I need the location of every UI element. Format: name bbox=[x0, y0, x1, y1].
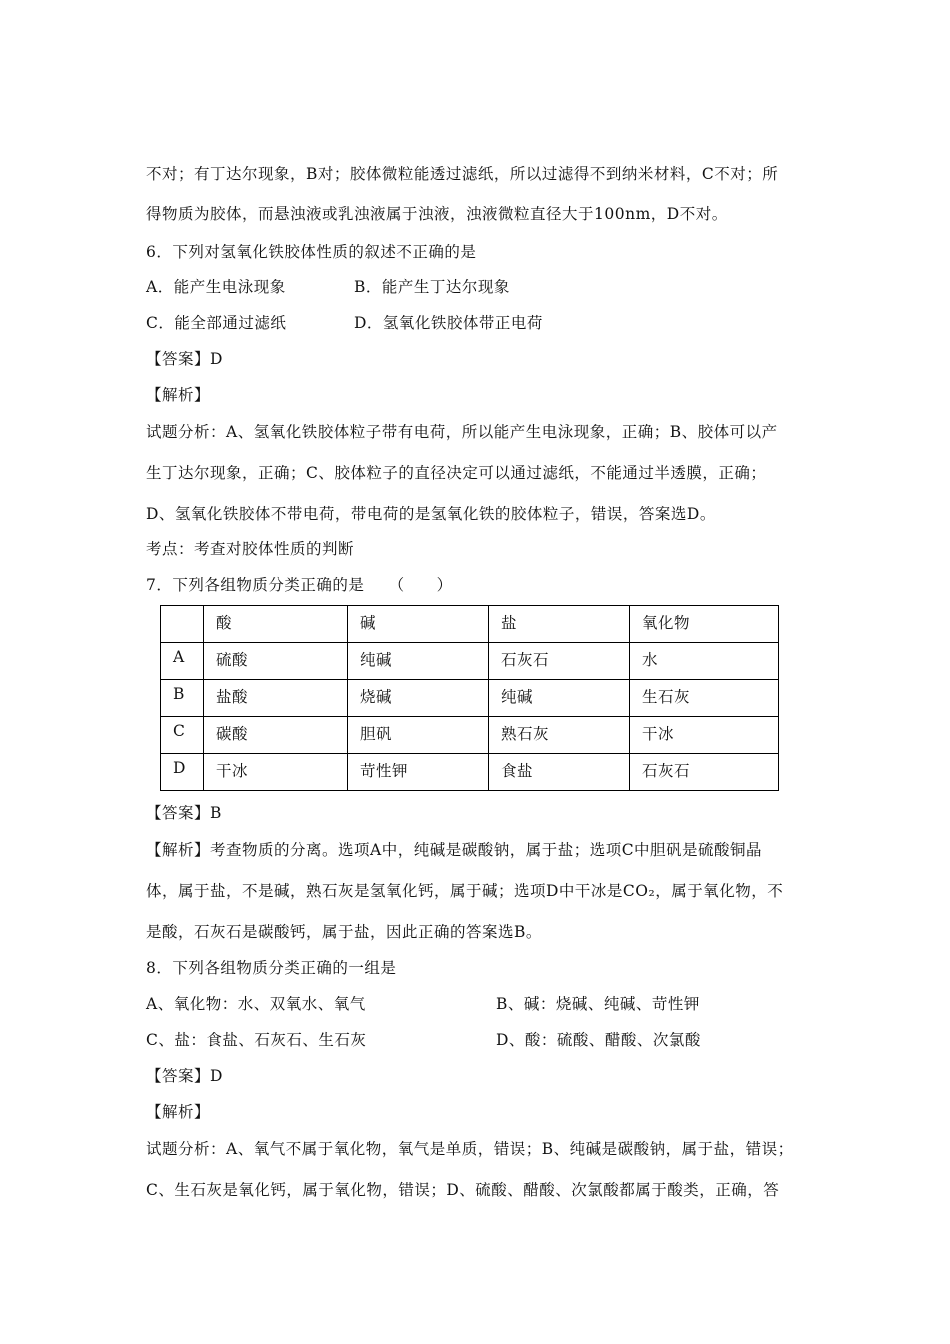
table-cell: 烧碱 bbox=[348, 680, 489, 717]
table-cell: 生石灰 bbox=[630, 680, 779, 717]
q7-analysis-line-3: 是酸，石灰石是碳酸钙，属于盐，因此正确的答案选B。 bbox=[146, 923, 542, 941]
q8-option-c: C、盐：食盐、石灰石、生石灰 bbox=[146, 1031, 367, 1049]
q8-option-d: D、酸：硫酸、醋酸、次氯酸 bbox=[496, 1031, 701, 1049]
table-row bbox=[161, 643, 779, 680]
table-cell: 熟石灰 bbox=[489, 717, 630, 754]
table-cell: 纯碱 bbox=[489, 680, 630, 717]
q6-option-a: A．能产生电泳现象 bbox=[146, 278, 286, 296]
q8-analysis-line-2: C、生石灰是氧化钙，属于氧化物，错误；D、硫酸、醋酸、次氯酸都属于酸类，正确，答 bbox=[146, 1181, 780, 1199]
q6-analysis-line-2: 生丁达尔现象，正确；C、胶体粒子的直径决定可以通过滤纸，不能通过半透膜，正确； bbox=[146, 464, 767, 482]
table-header-cell: 盐 bbox=[489, 606, 630, 643]
table-row bbox=[161, 754, 779, 791]
table-cell: 硫酸 bbox=[204, 643, 348, 680]
q8-answer: 【答案】D bbox=[146, 1067, 223, 1085]
q6-option-c: C．能全部通过滤纸 bbox=[146, 314, 287, 332]
q8-option-a: A、氧化物：水、双氧水、氧气 bbox=[146, 995, 366, 1013]
table-header-cell bbox=[161, 606, 204, 643]
intro-line-1: 不对；有丁达尔现象，B对；胶体微粒能透过滤纸，所以过滤得不到纳米材料，C不对；所 bbox=[146, 165, 779, 183]
intro-line-2: 得物质为胶体，而悬浊液或乳浊液属于浊液，浊液微粒直径大于100nm，D不对。 bbox=[146, 205, 728, 223]
table-header-cell: 酸 bbox=[204, 606, 348, 643]
table-cell: 石灰石 bbox=[489, 643, 630, 680]
q7-analysis-line-1: 【解析】考查物质的分离。选项A中，纯碱是碳酸钠，属于盐；选项C中胆矾是硫酸铜晶 bbox=[146, 841, 763, 859]
table-cell: 胆矾 bbox=[348, 717, 489, 754]
table-cell: 碳酸 bbox=[204, 717, 348, 754]
q6-analysis-line-3: D、氢氧化铁胶体不带电荷，带电荷的是氢氧化铁的胶体粒子，错误，答案选D。 bbox=[146, 505, 716, 523]
q6-analysis-title: 【解析】 bbox=[146, 386, 211, 404]
table-header-cell: 碱 bbox=[348, 606, 489, 643]
table-cell: 干冰 bbox=[630, 717, 779, 754]
q7-stem: 7．下列各组物质分类正确的是 （ ） bbox=[146, 576, 453, 594]
table-header-cell: 氧化物 bbox=[630, 606, 779, 643]
table-cell: 干冰 bbox=[204, 754, 348, 791]
table-cell: B bbox=[161, 680, 204, 717]
table-row bbox=[161, 680, 779, 717]
table-cell: D bbox=[161, 754, 204, 791]
table-cell: 纯碱 bbox=[348, 643, 489, 680]
q6-answer: 【答案】D bbox=[146, 350, 223, 368]
q6-key-point: 考点：考查对胶体性质的判断 bbox=[146, 540, 355, 558]
table-header-row bbox=[161, 606, 779, 643]
q6-stem: 6．下列对氢氧化铁胶体性质的叙述不正确的是 bbox=[146, 243, 477, 261]
q6-analysis-line-1: 试题分析：A、氢氧化铁胶体粒子带有电荷，所以能产生电泳现象，正确；B、胶体可以产 bbox=[146, 423, 778, 441]
q8-analysis-line-1: 试题分析：A、氧气不属于氧化物，氧气是单质，错误；B、纯碱是碳酸钠，属于盐，错误； bbox=[146, 1140, 794, 1158]
table-cell: 水 bbox=[630, 643, 779, 680]
table-cell: A bbox=[161, 643, 204, 680]
q6-option-d: D．氢氧化铁胶体带正电荷 bbox=[354, 314, 543, 332]
table-cell: 苛性钾 bbox=[348, 754, 489, 791]
q6-option-b: B．能产生丁达尔现象 bbox=[354, 278, 510, 296]
table-cell: 盐酸 bbox=[204, 680, 348, 717]
q7-analysis-line-2: 体，属于盐，不是碱，熟石灰是氢氧化钙，属于碱；选项D中干冰是CO₂，属于氧化物，不 bbox=[146, 882, 784, 900]
q8-stem: 8．下列各组物质分类正确的一组是 bbox=[146, 959, 397, 977]
q7-answer: 【答案】B bbox=[146, 804, 222, 822]
table-cell: 石灰石 bbox=[630, 754, 779, 791]
table-cell: C bbox=[161, 717, 204, 754]
q8-option-b: B、碱：烧碱、纯碱、苛性钾 bbox=[496, 995, 700, 1013]
classification-table bbox=[160, 605, 779, 791]
table-row bbox=[161, 717, 779, 754]
table-cell: 食盐 bbox=[489, 754, 630, 791]
q8-analysis-title: 【解析】 bbox=[146, 1103, 211, 1121]
